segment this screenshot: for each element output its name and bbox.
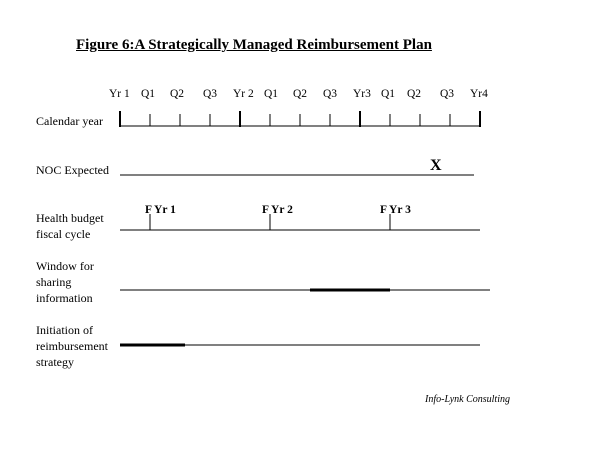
- tick-label-yr1: Yr 1: [109, 88, 130, 100]
- tick-label-q3c: Q3: [440, 88, 455, 100]
- row-label-noc: NOC Expected: [36, 163, 109, 177]
- row-label-initiation-line3: strategy: [36, 355, 74, 369]
- row-label-initiation-line1: Initiation of: [36, 323, 93, 337]
- row-label-health-line1: Health budget: [36, 211, 104, 225]
- tick-label-q2c: Q2: [407, 88, 422, 100]
- fiscal-year-label-1: F Yr 1: [145, 204, 176, 216]
- tick-label-q1b: Q1: [264, 88, 279, 100]
- tick-label-q3: Q3: [203, 88, 218, 100]
- tick-label-q1c: Q1: [381, 88, 396, 100]
- fiscal-year-label-3: F Yr 3: [380, 204, 411, 216]
- tick-label-q2: Q2: [170, 88, 185, 100]
- tick-label-yr3: Yr3: [353, 88, 371, 100]
- row-label-window-line3: information: [36, 291, 93, 305]
- row-label-window-line1: Window for: [36, 259, 94, 273]
- noc-expected-marker: X: [430, 157, 442, 174]
- figure-title: Figure 6:A Strategically Managed Reimbursement Plan: [76, 37, 432, 53]
- tick-label-q2b: Q2: [293, 88, 308, 100]
- tick-label-q3b: Q3: [323, 88, 338, 100]
- tick-label-yr2: Yr 2: [233, 88, 254, 100]
- credit-text: Info-Lynk Consulting: [425, 394, 510, 405]
- row-label-calendar: Calendar year: [36, 114, 103, 128]
- tick-label-yr4: Yr4: [470, 88, 488, 100]
- tick-label-q1: Q1: [141, 88, 156, 100]
- row-label-initiation-line2: reimbursement: [36, 339, 108, 353]
- fiscal-year-label-2: F Yr 2: [262, 204, 293, 216]
- row-label-window-line2: sharing: [36, 275, 72, 289]
- row-label-health-line2: fiscal cycle: [36, 227, 91, 241]
